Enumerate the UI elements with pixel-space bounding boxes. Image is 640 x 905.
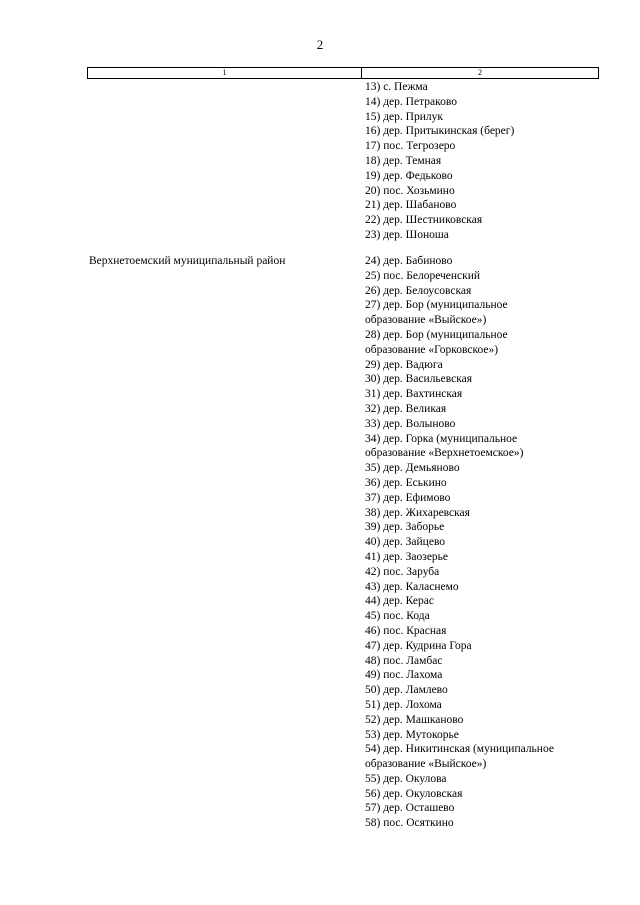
list-item: 26) дер. Белоусовская — [365, 284, 472, 297]
list-item: 32) дер. Великая — [365, 402, 447, 415]
list-item: 28) дер. Бор (муниципальное — [365, 328, 508, 341]
list-item: 16) дер. Притыкинская (берег) — [365, 125, 515, 138]
list-item: 46) пос. Красная — [365, 624, 447, 637]
list-item: 48) пос. Ламбас — [365, 654, 443, 667]
list-item: 29) дер. Вадюга — [365, 358, 443, 371]
list-item: 34) дер. Горка (муниципальное — [365, 432, 518, 445]
list-item: образование «Верхнетоемское») — [365, 447, 524, 460]
list-item: 31) дер. Вахтинская — [365, 388, 463, 401]
list-item: 51) дер. Лохома — [365, 698, 442, 711]
list-item: 47) дер. Кудрина Гора — [365, 639, 472, 652]
list-item: 15) дер. Прилук — [365, 110, 443, 123]
list-item: 22) дер. Шестниковская — [365, 214, 483, 227]
list-item: 27) дер. Бор (муниципальное — [365, 299, 508, 312]
list-item: 52) дер. Машканово — [365, 713, 464, 726]
list-item: 57) дер. Осташево — [365, 802, 455, 815]
list-item: 13) с. Пежма — [365, 81, 428, 93]
list-item: 30) дер. Васильевская — [365, 373, 473, 386]
list-item: 35) дер. Демьяново — [365, 462, 460, 475]
list-item: 19) дер. Федьково — [365, 169, 453, 182]
list-item: образование «Выйское») — [365, 314, 487, 327]
list-item: образование «Горковское») — [365, 343, 499, 356]
list-item: 14) дер. Петраково — [365, 95, 457, 108]
list-item: 45) пос. Кода — [365, 610, 430, 623]
list-item: 56) дер. Окуловская — [365, 787, 463, 800]
list-item: 38) дер. Жихаревская — [365, 506, 470, 519]
settlement-list-verkhnetoemsky — [365, 254, 625, 831]
list-item: 43) дер. Каласнемо — [365, 580, 459, 593]
list-item: 37) дер. Ефимово — [365, 491, 451, 504]
list-item: 40) дер. Зайцево — [365, 536, 446, 549]
list-item: 39) дер. Заборье — [365, 521, 445, 534]
list-item: 36) дер. Еськино — [365, 476, 447, 489]
list-item: 49) пос. Лахома — [365, 669, 443, 682]
page-number: 2 — [316, 37, 324, 52]
list-item: 50) дер. Ламлево — [365, 684, 448, 697]
list-item: 41) дер. Заозерье — [365, 550, 449, 563]
list-item: 23) дер. Шоноша — [365, 228, 449, 241]
list-item: 17) пос. Тегрозеро — [365, 140, 456, 153]
list-item: 25) пос. Белореченский — [365, 269, 481, 282]
list-item: 33) дер. Волыново — [365, 417, 456, 430]
list-item: 54) дер. Никитинская (муниципальное — [365, 743, 554, 756]
list-item: 58) пос. Осяткино — [365, 817, 454, 830]
list-item: 53) дер. Мутокорье — [365, 728, 459, 741]
list-item: 20) пос. Хозьмино — [365, 184, 455, 197]
list-item: 18) дер. Темная — [365, 154, 442, 167]
settlement-list-continued — [365, 80, 625, 243]
table-header-row — [87, 67, 599, 79]
district-name: Верхнетоемский муниципальный район — [89, 255, 286, 267]
list-item: 44) дер. Керас — [365, 595, 434, 608]
list-item: 55) дер. Окулова — [365, 772, 447, 785]
list-item: 24) дер. Бабиново — [365, 255, 453, 267]
column-header-1: 1 — [88, 68, 362, 78]
list-item: 21) дер. Шабаново — [365, 199, 457, 212]
list-item: образование «Выйское») — [365, 758, 487, 771]
column-header-2: 2 — [478, 68, 482, 77]
list-item: 42) пос. Заруба — [365, 565, 440, 578]
